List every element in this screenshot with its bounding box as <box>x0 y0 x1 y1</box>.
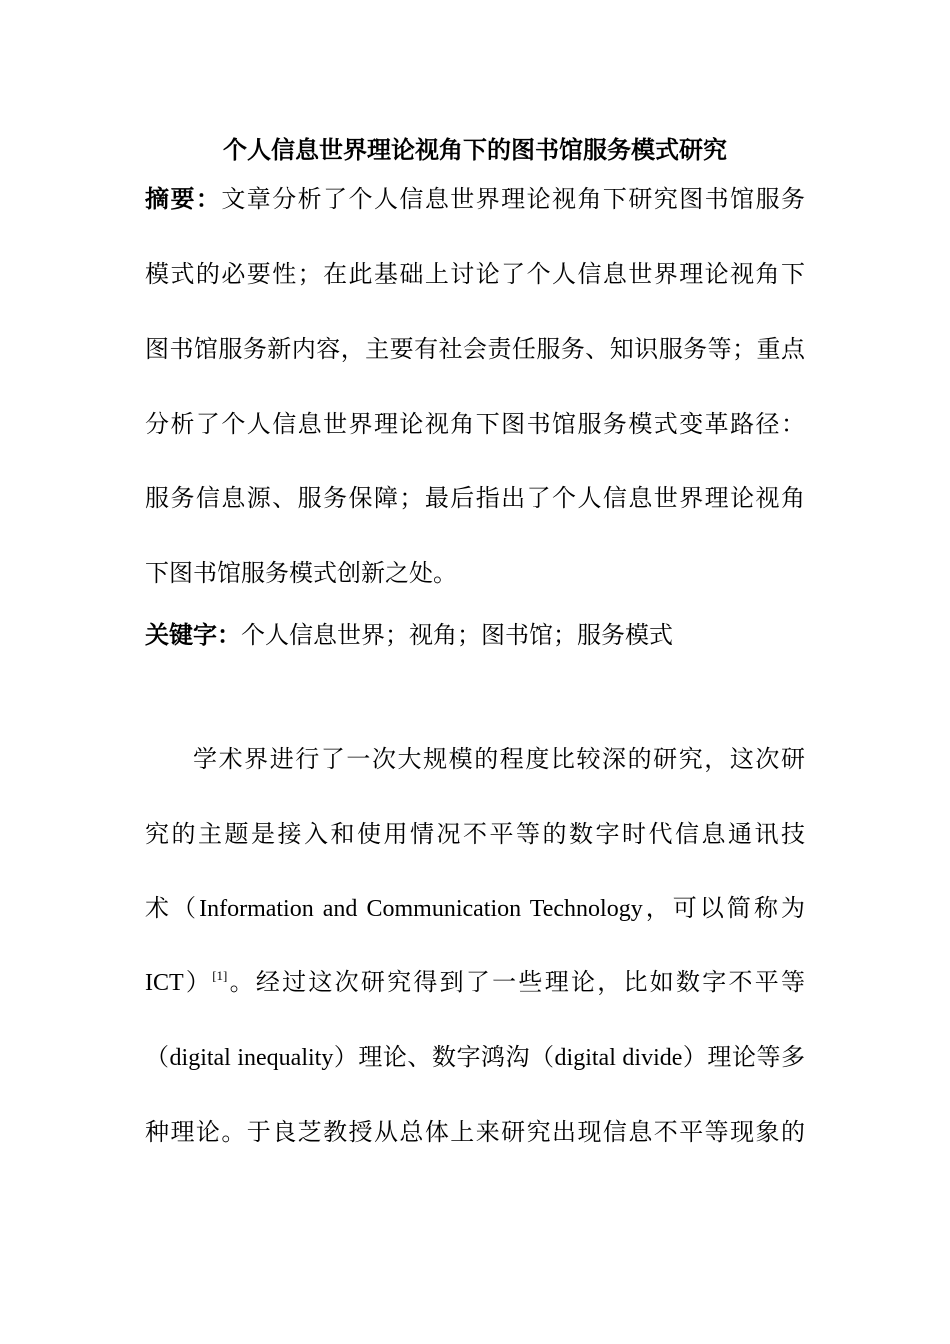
abstract-line-1 <box>145 183 805 215</box>
abstract-line-3: 图书馆服务新内容，主要有社会责任服务、知识服务等；重点 <box>145 335 805 363</box>
keywords-line <box>145 619 805 651</box>
body-line-6: 种理论。于良芝教授从总体上来研究出现信息不平等现象的 <box>145 1118 805 1146</box>
body-line-4 <box>145 967 805 999</box>
abstract-line-5: 服务信息源、服务保障；最后指出了个人信息世界理论视角 <box>145 484 805 512</box>
keywords-text: 个人信息世界；视角；图书馆；服务模式 <box>241 621 673 649</box>
body-line-5: （digital inequality）理论、数字鸿沟（digital divide）理论等多 <box>145 1045 805 1071</box>
abstract-text: 文章分析了个人信息世界理论视角下研究图书馆服务 <box>221 185 806 213</box>
paper-title: 个人信息世界理论视角下的图书馆服务模式研究 <box>223 135 727 164</box>
keywords-label: 关键字： <box>145 620 241 649</box>
body-line-3: 术（Information and Communication Technology，可以简称为 <box>145 896 805 922</box>
abstract-label: 摘要： <box>145 184 222 213</box>
body-line-4-end: 。经过这次研究得到了一些理论，比如数字不平等 <box>227 970 806 996</box>
abstract-line-6: 下图书馆服务模式创新之处。 <box>145 559 457 587</box>
abstract-line-2: 模式的必要性；在此基础上讨论了个人信息世界理论视角下 <box>145 260 805 288</box>
body-line-4-start: ICT） <box>145 970 213 996</box>
body-line-1: 学术界进行了一次大规模的程度比较深的研究，这次研 <box>193 745 805 773</box>
abstract-line-4: 分析了个人信息世界理论视角下图书馆服务模式变革路径： <box>145 410 805 438</box>
body-line-2: 究的主题是接入和使用情况不平等的数字时代信息通讯技 <box>145 820 805 848</box>
citation-ref: [1] <box>212 968 228 983</box>
